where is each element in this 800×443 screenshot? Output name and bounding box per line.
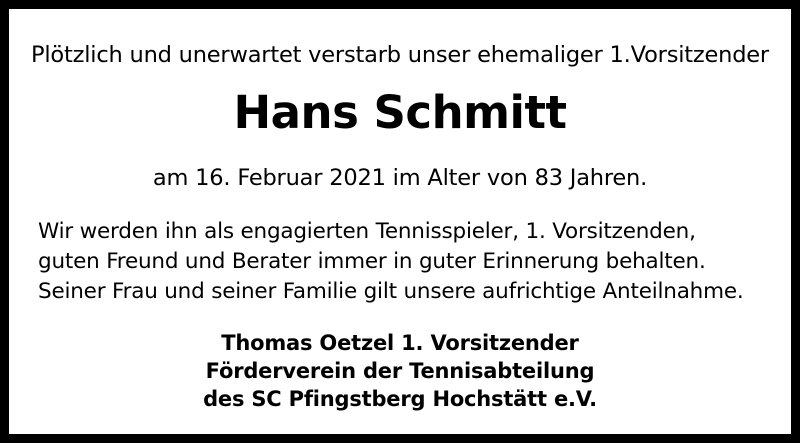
memorial-text-line: guten Freund und Berater immer in guter Erinnerung behalten. xyxy=(38,249,706,274)
signature xyxy=(38,329,762,413)
obituary-content xyxy=(9,9,791,434)
signature-line: des SC Pfingstberg Hochstätt e.V. xyxy=(203,387,597,411)
intro-line: Plötzlich und unerwartet verstarb unser ehemaliger 1.Vorsitzender xyxy=(31,42,769,68)
deceased-name: Hans Schmitt xyxy=(233,86,567,139)
memorial-text-line: Wir werden ihn als engagierten Tennisspieler, 1. Vorsitzenden, xyxy=(38,219,696,244)
signature-line: Förderverein der Tennisabteilung xyxy=(205,359,595,383)
memorial-text xyxy=(38,217,762,307)
memorial-text-line: Seiner Frau und seiner Familie gilt unsere aufrichtige Anteilnahme. xyxy=(38,279,744,304)
signature-line: Thomas Oetzel 1. Vorsitzender xyxy=(221,331,579,355)
date-of-death-line: am 16. Februar 2021 im Alter von 83 Jahren. xyxy=(152,165,648,191)
